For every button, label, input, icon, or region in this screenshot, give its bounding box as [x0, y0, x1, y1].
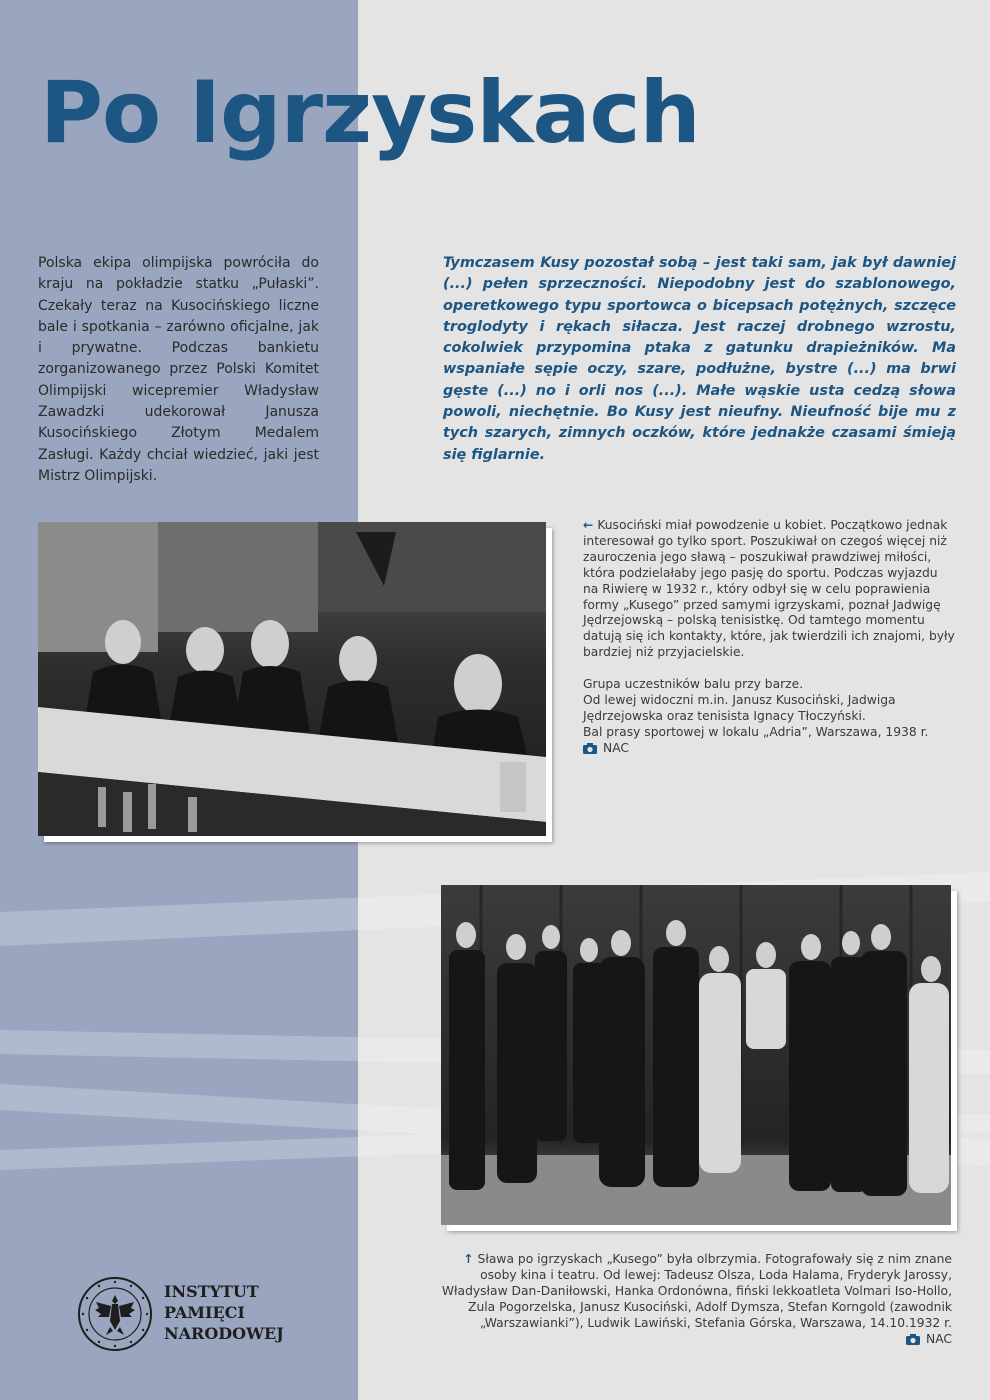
caption-bar-line-2: Od lewej widoczni m.in. Janusz Kusociński, Jadwiga Jędrzejowska oraz tenisista Ignacy Tłoczyński. — [583, 693, 896, 723]
eagle-seal-icon — [76, 1275, 154, 1353]
camera-icon — [583, 743, 597, 754]
institution-name — [164, 1281, 284, 1344]
institution-name-line-3: NARODOWEJ — [164, 1324, 284, 1343]
caption-bar-source — [583, 741, 629, 757]
camera-icon — [906, 1334, 920, 1345]
caption-bar-line-3: Bal prasy sportowej w lokalu „Adria”, Warszawa, 1938 r. — [583, 724, 929, 739]
caption-bar-line-1: Grupa uczestników balu przy barze. — [583, 677, 804, 692]
arrow-up-icon: ↑ — [463, 1252, 474, 1266]
caption-celebrity-source — [906, 1332, 952, 1348]
institution-name-line-2: PAMIĘCI — [164, 1303, 245, 1322]
quote-paragraph: Tymczasem Kusy pozostał sobą – jest taki sam, jak był dawniej (...) pełen sprzeczności. Niepodobny jest do szablonowego, operetkowego typu sportowca o bicepsach potężnych, szczęce troglodyty i rękach siłacza. Jest raczej drobnego wzrostu, cokolwiek przypomina ptaka z gatunku drapieżników. Ma wspaniałe sępie oczy, szare, podłużne, bystre (...) ma brwi gęste (...) no i orli nos (...). Małe wąskie usta cedzą słowa powoli, niechętnie. Bo Kusy jest nieufny. Nieufność bije mu z tych szarych, zimnych oczków, które jednakże czasami śmieją się figlarnie. — [443, 255, 956, 463]
bar-group-photo — [38, 522, 546, 836]
celebrity-group-photo — [441, 885, 951, 1225]
source-label: NAC — [926, 1331, 952, 1346]
caption-celebrity-text: Sława po igrzyskach „Kusego” była olbrzymia. Fotografowały się z nim znane osoby kina i teatru. Od lewej: Tadeusz Olsza, Loda Halama, Fryderyk Jarossy, Władysław Dan-Daniłowski, Hanka Ordonówna, fiński lekkoatleta Volmari Iso-Hollo, Zula Pogorzelska, Janusz Kusociński, Adolf Dymsza, Stefan Korngold (zawodnik „Warszawianki”), Ludwik Lawiński, Stefania Górska, Warszawa, 14.10.1932 r. — [441, 1252, 952, 1330]
caption-bar-photo — [583, 518, 955, 759]
intro-paragraph: Polska ekipa olimpijska powróciła do kraju na pokładzie statku „Pułaski”. Czekały teraz na Kusocińskiego liczne bale i spotkania – zarówno oficjalne, jak i prywatne. Podczas bankietu zorganizowanego przez Polski Komitet Olimpijski wicepremier Władysław Zawadzki udekorował Janusza Kusocińskiego Złotym Medalem Zasługi. Każdy chciał wiedzieć, jaki jest Mistrz Olimpijski. — [38, 255, 319, 484]
caption-bar-text: Kusociński miał powodzenie u kobiet. Początkowo jednak interesował go tylko sport. Poszukiwał on czegoś więcej niż zauroczenia jego sławą – poszukiwał prawdziwej miłości, która podzielałaby jego pasję do sportu. Podczas wyjazdu na Riwierę w 1932 r., który odbył się w celu poprawienia formy „Kusego” przed samymi igrzyskami, poznał Jadwigę Jędrzejowską – polską tenisistkę. Od tamtego momentu datują się ich kontakty, które, jak twierdzili ich znajomi, były bardziej niż przyjacielskie. — [583, 518, 955, 660]
institution-name-line-1: INSTYTUT — [164, 1282, 259, 1301]
caption-celebrity-photo — [440, 1252, 952, 1350]
arrow-left-icon: ← — [583, 518, 594, 532]
ipn-logo — [76, 1275, 296, 1360]
source-label: NAC — [603, 740, 629, 755]
page-title: Po Igrzyskach — [40, 63, 700, 163]
